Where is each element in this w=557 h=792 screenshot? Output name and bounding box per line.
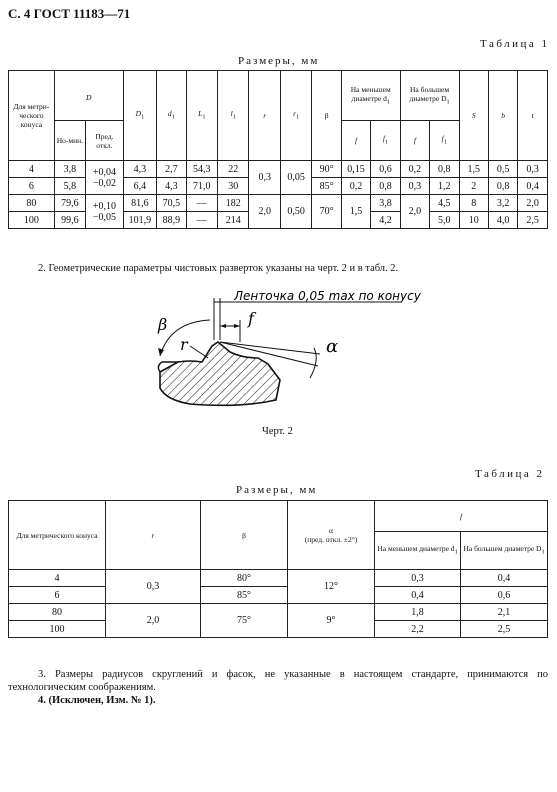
t2-col-alpha: α (пред. откл. ±2°) — [288, 501, 375, 570]
t2-col-r: r — [106, 501, 201, 570]
table-row: 100 99,6 101,9 88,9 — 214 4,2 5,0 10 4,0 2,5 — [9, 212, 548, 229]
table-row: 6 5,8 6,4 4,3 71,0 30 85° 0,2 0,8 0,3 1,2 2 0,8 0,4 — [9, 178, 548, 195]
col-big-D: На большем диаметре $D_1$ — [400, 71, 459, 121]
table2-dims: Размеры, мм — [236, 484, 318, 496]
col-D1: $D_1$ — [123, 71, 156, 161]
table2 — [8, 500, 548, 638]
col-L1: $L_1$ — [186, 71, 217, 161]
table1 — [8, 70, 548, 229]
col-l1: $l_1$ — [218, 71, 249, 161]
col-b: b — [488, 71, 517, 161]
t2-col-beta: β — [201, 501, 288, 570]
col-r: r — [249, 71, 280, 161]
beta-label: β — [158, 315, 168, 334]
col-f-big: f — [400, 121, 429, 161]
col-r1: $r_1$ — [280, 71, 311, 161]
table1-dims: Размеры, мм — [238, 55, 320, 67]
col-nom: Но-мин. — [54, 121, 85, 161]
f-label: f — [248, 309, 254, 328]
table-row: 4 3,8 +0,04 −0,02 4,3 2,7 54,3 22 0,3 0,05 90° 0,15 0,6 0,2 0,8 1,5 0,5 0,3 — [9, 161, 548, 178]
table-row: 80 2,0 75° 9° 1,8 2,1 — [9, 604, 548, 621]
col-small-d: На меньшем диаметре $d_1$ — [341, 71, 400, 121]
col-beta: β — [312, 71, 341, 161]
t2-col-cone: Для метрического конуса — [9, 501, 106, 570]
table-row: 100 2,2 2,5 — [9, 621, 548, 638]
col-t: t — [518, 71, 548, 161]
callout-text: Ленточка 0,05 max по конусу — [234, 289, 421, 303]
table2-caption: Таблица 2 — [475, 468, 545, 480]
drawing-caption: Черт. 2 — [262, 426, 293, 437]
col-S: S — [459, 71, 488, 161]
table-row: 4 0,3 80° 12° 0,3 0,4 — [9, 570, 548, 587]
col-D: D — [54, 71, 123, 121]
col-cone: Для метри-ческого конуса — [9, 71, 55, 161]
col-tol: Пред. откл. — [86, 121, 124, 161]
t2-col-small: На меньшем диаметре $d_1$ — [375, 532, 461, 570]
col-f1-big: $f_1$ — [430, 121, 459, 161]
col-f-small: f — [341, 121, 370, 161]
page-header: С. 4 ГОСТ 11183—71 — [8, 6, 131, 21]
table-row: 6 85° 0,4 0,6 — [9, 587, 548, 604]
alpha-label: α — [326, 336, 339, 357]
col-d1: $d_1$ — [157, 71, 186, 161]
table1-caption: Таблица 1 — [480, 38, 550, 50]
paragraph-3: 3. Размеры радиусов скруглений и фасок, не указанные в настоящем стандарте, принимаются по технологическим соображениям. — [8, 669, 548, 693]
col-f1-small: $f_1$ — [371, 121, 400, 161]
r-label: r — [180, 335, 188, 354]
table-row: 80 79,6 +0,10 −0,05 81,6 70,5 — 182 2,0 0,50 70° 1,5 3,8 2,0 4,5 8 3,2 2,0 — [9, 195, 548, 212]
reamer-profile-drawing — [130, 280, 430, 415]
t2-col-big: На большем диаметре $D_1$ — [461, 532, 548, 570]
paragraph-4: 4. (Исключен, Изм. № 1). — [38, 695, 156, 706]
t2-col-f: f — [375, 501, 548, 532]
paragraph-2: 2. Геометрические параметры чистовых разверток указаны на черт. 2 и в табл. 2. — [38, 263, 399, 274]
